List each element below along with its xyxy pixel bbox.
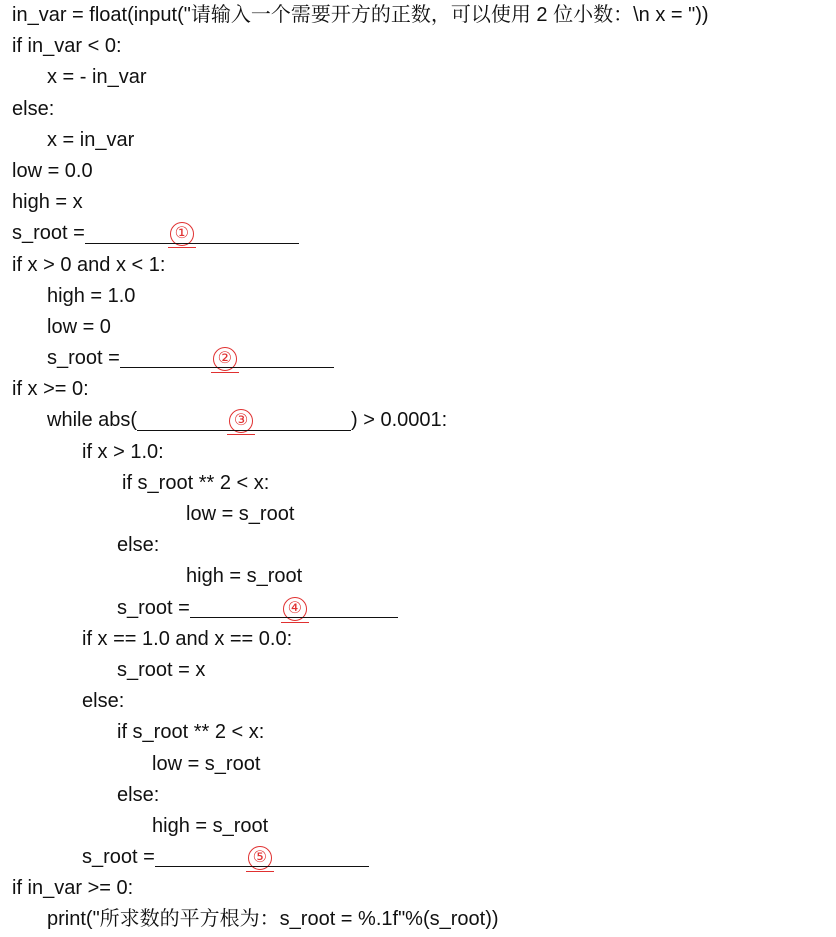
- code-text: else:: [117, 783, 160, 806]
- code-line: [12, 312, 832, 343]
- code-line: [12, 250, 832, 281]
- code-line: [12, 31, 832, 62]
- code-line: [12, 94, 832, 125]
- code-line: [12, 624, 832, 655]
- code-text: else:: [12, 97, 55, 120]
- blank-marker: ③: [229, 409, 253, 433]
- code-text: s_root =: [117, 596, 190, 619]
- code-line: [12, 218, 832, 249]
- blank-marker: ④: [283, 597, 307, 621]
- code-text: else:: [117, 534, 160, 557]
- code-line: [12, 156, 832, 187]
- code-line: [12, 749, 832, 780]
- code-line: [12, 0, 832, 31]
- blank-marker: ①: [170, 222, 194, 246]
- code-line: [12, 125, 832, 156]
- code-line: [12, 717, 832, 748]
- code-text: if x > 1.0:: [82, 440, 164, 463]
- code-line: [12, 62, 832, 93]
- code-text: high = s_root: [186, 565, 303, 588]
- code-line: [12, 187, 832, 218]
- code-text: if x > 0 and x < 1:: [12, 253, 166, 276]
- code-line: [12, 530, 832, 561]
- code-text: s_root =: [47, 347, 120, 370]
- code-line: [12, 468, 832, 499]
- code-line: [12, 405, 832, 436]
- code-line: [12, 374, 832, 405]
- code-line: [12, 842, 832, 873]
- code-text: x = in_var: [47, 128, 135, 151]
- code-text: s_root =: [82, 846, 155, 869]
- fill-blank: [190, 593, 398, 624]
- fill-blank: [85, 218, 299, 249]
- code-line: [12, 655, 832, 686]
- code-text: low = s_root: [152, 752, 261, 775]
- code-text: high = 1.0: [47, 284, 136, 307]
- code-line: [12, 873, 832, 904]
- code-text: while abs(: [47, 409, 138, 432]
- blank-marker: ②: [213, 347, 237, 371]
- code-text: else:: [82, 690, 125, 713]
- code-text: low = 0: [47, 315, 111, 338]
- code-line: [12, 904, 832, 935]
- code-line: [12, 281, 832, 312]
- code-text: s_root =: [12, 222, 85, 245]
- code-text: in_var = float(input("请输入一个需要开方的正数，可以使用 2 位小数：\n x = ")): [12, 4, 709, 26]
- code-text: print("所求数的平方根为：s_root = %.1f"%(s_root)): [47, 908, 499, 931]
- fill-blank: [155, 842, 369, 873]
- code-text: s_root = x: [117, 658, 206, 681]
- code-line: [12, 499, 832, 530]
- code-line: [12, 686, 832, 717]
- code-text: if x == 1.0 and x == 0.0:: [82, 627, 293, 650]
- code-line: [12, 343, 832, 374]
- fill-blank: [137, 405, 351, 436]
- fill-blank: [120, 343, 334, 374]
- code-text: if s_root ** 2 < x:: [117, 721, 265, 744]
- code-line: [12, 811, 832, 842]
- code-text: if x >= 0:: [12, 378, 89, 401]
- code-text: low = s_root: [186, 503, 295, 525]
- blank-marker: ⑤: [248, 846, 272, 870]
- code-text: if in_var >= 0:: [12, 877, 134, 900]
- code-text: if s_root ** 2 < x:: [122, 471, 270, 494]
- code-text: ) > 0.0001:: [351, 409, 448, 432]
- code-text: x = - in_var: [47, 66, 147, 89]
- code-text: high = x: [12, 191, 83, 214]
- code-text: high = s_root: [152, 814, 269, 837]
- code-line: [12, 437, 832, 468]
- code-text: low = 0.0: [12, 159, 93, 182]
- code-text: if in_var < 0:: [12, 35, 122, 58]
- code-listing: [12, 0, 832, 936]
- code-line: [12, 561, 832, 592]
- code-line: [12, 780, 832, 811]
- code-line: [12, 593, 832, 624]
